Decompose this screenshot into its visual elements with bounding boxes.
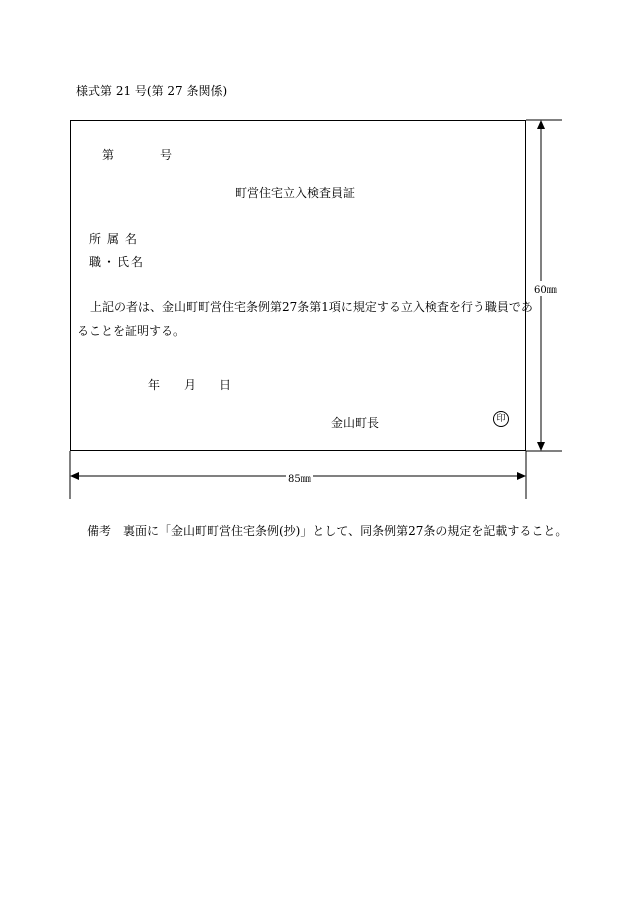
date-month-label: 月 — [184, 378, 197, 392]
card-number-suffix: 号 — [160, 148, 173, 162]
card-number-prefix: 第 — [102, 148, 115, 162]
position-name-label: 職・氏名 — [89, 255, 146, 269]
height-dimension-label: 60㎜ — [533, 281, 558, 296]
width-arrow-left-icon — [70, 472, 79, 480]
date-year-label: 年 — [148, 378, 161, 392]
certification-text-line-1: 上記の者は、金山町町営住宅条例第27条第1項に規定する立入検査を行う職員であ — [90, 300, 533, 314]
card-title: 町営住宅立入検査員証 — [235, 186, 356, 200]
affiliation-label: 所属名 — [89, 232, 144, 246]
seal-stamp: 印 — [493, 411, 509, 427]
form-number-title: 様式第 21 号(第 27 条関係) — [76, 84, 228, 98]
width-arrow-right-icon — [517, 472, 526, 480]
certification-text-line-2: ることを証明する。 — [77, 324, 186, 338]
width-dimension-label: 85㎜ — [286, 470, 313, 485]
signer-title: 金山町長 — [331, 416, 380, 430]
date-day-label: 日 — [219, 378, 232, 392]
height-arrow-down-icon — [537, 442, 545, 451]
height-arrow-up-icon — [537, 120, 545, 129]
remark-note: 備考 裏面に「金山町町営住宅条例(抄)」として、同条例第27条の規定を記載すること。 — [87, 524, 568, 538]
